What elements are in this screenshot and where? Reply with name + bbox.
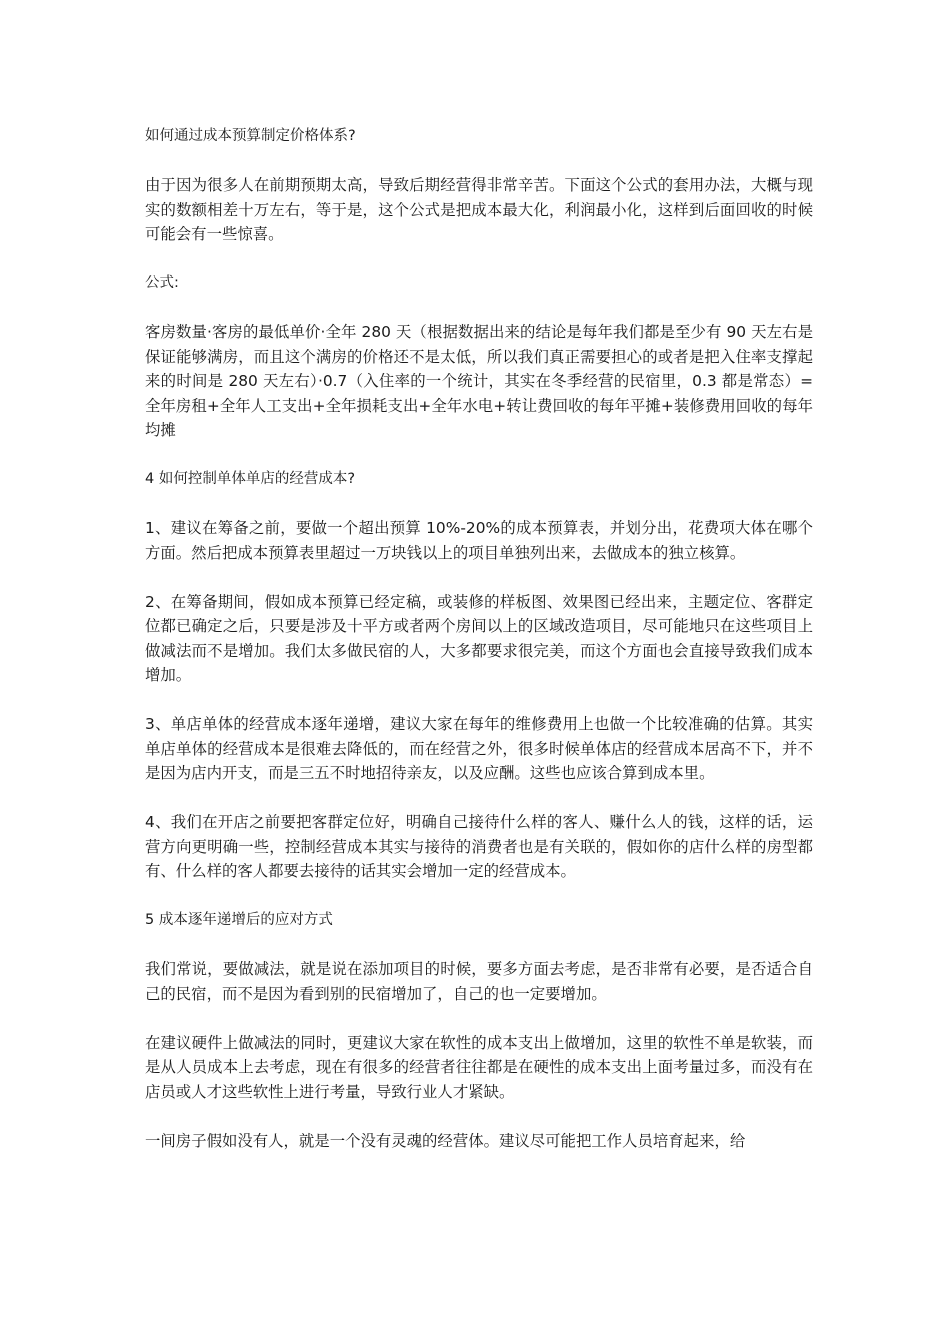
paragraph-soft-costs: 在建议硬件上做减法的同时，更建议大家在软性的成本支出上做增加，这里的软性不单是软装，而是从人员成本上去考虑，现在有很多的经营者往往都是在硬性的成本支出上面考量过多，而没有在店员或人才这些软性上进行考量，导致行业人才紧缺。: [145, 1033, 813, 1101]
formula-label: 公式:: [145, 275, 179, 291]
paragraph-formula: 客房数量·客房的最低单价·全年 280 天（根据数据出来的结论是每年我们都是至少有 90 天左右是保证能够满房，而且这个满房的价格还不是太低，所以我们真正需要担心的或者是把入住率支撑起来的时间是 280 天左右）·0.7（入住率的一个统计，其实在冬季经营的民宿里，0.3 都是常态）=全年房租+全年人工支出+全年损耗支出+全年水电+转让费回收的每年平摊+装修费用回收的每年均摊: [145, 323, 813, 439]
paragraph-point-1: 1、建议在筹备之前，要做一个超出预算 10%-20%的成本预算表，并划分出，花费项大体在哪个方面。然后把成本预算表里超过一万块钱以上的项目单独列出来，去做成本的独立核算。: [145, 519, 813, 562]
section-title-cost-growth: 5 成本逐年递增后的应对方式: [145, 912, 333, 928]
paragraph-intro: 由于因为很多人在前期预期太高，导致后期经营得非常辛苦。下面这个公式的套用办法，大概与现实的数额相差十万左右，等于是，这个公式是把成本最大化，利润最小化，这样到后面回收的时候可能会有一些惊喜。: [145, 176, 813, 243]
section-title-pricing: 如何通过成本预算制定价格体系?: [145, 128, 356, 144]
paragraph-point-3: 3、单店单体的经营成本逐年递增，建议大家在每年的维修费用上也做一个比较准确的估算。其实单店单体的经营成本是很难去降低的，而在经营之外，很多时候单体店的经营成本居高不下，并不是因为店内开支，而是三五不时地招待亲友，以及应酬。这些也应该合算到成本里。: [145, 715, 813, 782]
paragraph-subtraction: 我们常说，要做减法，就是说在添加项目的时候，要多方面去考虑，是否非常有必要，是否适合自己的民宿，而不是因为看到别的民宿增加了，自己的也一定要增加。: [145, 960, 813, 1003]
paragraph-point-4: 4、我们在开店之前要把客群定位好，明确自己接待什么样的客人、赚什么人的钱，这样的话，运营方向更明确一些，控制经营成本其实与接待的消费者也是有关联的，假如你的店什么样的房型都有、什么样的客人都要去接待的话其实会增加一定的经营成本。: [145, 813, 813, 880]
paragraph-point-2: 2、在筹备期间，假如成本预算已经定稿，或装修的样板图、效果图已经出来，主题定位、客群定位都已确定之后，只要是涉及十平方或者两个房间以上的区域改造项目，尽可能地只在这些项目上做减法而不是增加。我们太多做民宿的人，大多都要求很完美，而这个方面也会直接导致我们成本增加。: [145, 592, 813, 684]
paragraph-staff: 一间房子假如没有人，就是一个没有灵魂的经营体。建议尽可能把工作人员培育起来，给: [145, 1131, 746, 1150]
section-title-cost-control: 4 如何控制单体单店的经营成本?: [145, 471, 356, 487]
document-page: [145, 124, 813, 1178]
